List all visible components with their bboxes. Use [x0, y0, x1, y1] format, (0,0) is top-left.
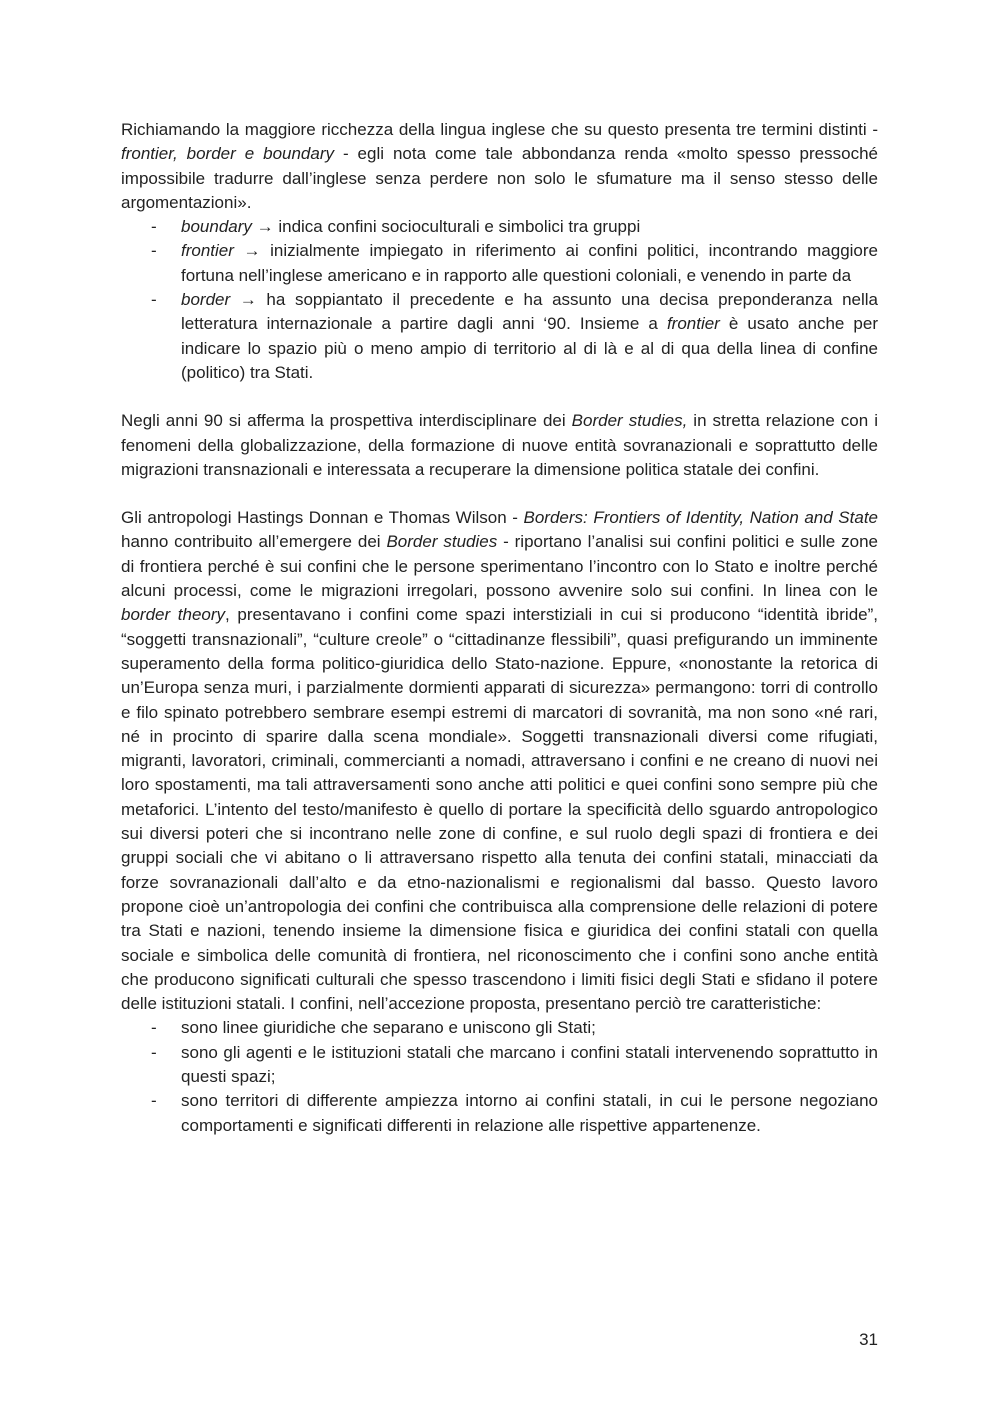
- paragraph-spacer: [121, 482, 878, 506]
- list-dash: -: [151, 290, 157, 310]
- text-run: , presentavano i confini come spazi interstiziali in cui si producono “identità ibride”, “soggetti transnazionali”, “culture creole” o “cittadinanze flessibili”, quasi prefigurando un imminente superamento della forma politico-giuridica dello Stato-nazione. Eppure, «nonostante la retorica di un’Europa senza muri, i parzialmente dormienti apparati di sicurezza» permangono: torri di controllo e filo spinato potrebbero sembrare esempi estremi di marcatori di sovranità, ma non sono «né rari, né in procinto di sparire dalla scena mondiale». Soggetti transnazionali diversi come rifugiati, migranti, lavoratori, criminali, commercianti a nomadi, attraversano i confini e ne creano di nuovi nei loro spostamenti, ma tali attraversamenti sono anche atti politici e quei confini sono sempre più che metaforici. L’intento del testo/manifesto è quello di portare la specificità dello sguardo antropologico sui diversi poteri che si incontrano nelle zone di confine, e sul ruolo degli spazi di frontiera e dei gruppi sociali che vi abitano o li attraversano rispetto alla tenuta dei confini statali, minacciati da forze sovranazionali dall’alto e da etno-nazionalismi e regionalismi dal basso. Questo lavoro propone cioè un’antropologia dei confini che contribuisca alla comprensione delle relazioni di potere tra Stati e nazioni, tenendo insieme la dimensione fisica e giuridica dei confini statali con quella sociale e simbolica delle comunità di frontiera, nel riconoscimento che i confini sono anche entità che producono significati culturali che spesso trascendono i limiti fisici degli Stati e sfidano il potere delle istituzioni statali. I confini, nell’accezione proposta, presentano perciò tre caratteristiche:: [121, 605, 878, 1014]
- list-item-characteristic: [121, 1041, 878, 1090]
- text-run: è usato anche per indicare lo spazio più o meno ampio di territorio al di là e al di qua della linea di confine (politico) tra Stati.: [181, 314, 878, 382]
- text-run: in stretta relazione con i fenomeni della globalizzazione, della formazione di nuove entità sovranazionali e soprattutto delle migrazioni transnazionali e interessata a recuperare la dimensione politica statale dei confini.: [121, 411, 878, 479]
- list-dash: -: [151, 241, 157, 261]
- paragraph-terms-intro: [121, 118, 878, 215]
- paragraph-donnan-wilson: [121, 506, 878, 1016]
- italic-run: Border studies: [386, 532, 498, 552]
- paragraph-border-studies: [121, 409, 878, 482]
- characteristics-list: [121, 1016, 878, 1137]
- text-run: - egli nota come tale abbondanza renda «molto spesso pressoché impossibile tradurre dall’inglese senza perdere non solo le sfumature ma il senso stesso delle argomentazioni».: [121, 144, 878, 212]
- italic-run: frontier: [666, 314, 720, 334]
- list-dash: -: [151, 1042, 157, 1062]
- text-run: → indica confini socioculturali e simbolici tra gruppi: [251, 217, 641, 237]
- text-run: - riportano l’analisi sui confini politici e sulle zone di frontiera perché è sui confini che le persone sperimentano l’incontro con lo Stato e inoltre perché alcuni processi, come le migrazioni irregolari, possono avvenire solo sui confini. In linea con le: [121, 532, 879, 601]
- text-run: → inizialmente impiegato in riferimento ai confini politici, incontrando maggiore fortuna nell’inglese americano e in rapporto alle questioni coloniali, e venendo in parte da: [181, 241, 878, 285]
- page-number: 31: [859, 1330, 878, 1349]
- italic-run: border theory: [121, 605, 226, 625]
- list-dash: -: [151, 1018, 157, 1038]
- terms-list: [121, 215, 878, 385]
- text-run: sono gli agenti e le istituzioni statali che marcano i confini statali intervenendo soprattutto in questi spazi;: [181, 1042, 878, 1086]
- italic-run: Borders: Frontiers of Identity, Nation and State: [523, 508, 878, 528]
- page-content: [121, 118, 878, 1138]
- text-run: sono territori di differente ampiezza intorno ai confini statali, in cui le persone negoziano comportamenti e significati differenti in relazione alle rispettive appartenenze.: [181, 1091, 878, 1135]
- paragraph-spacer: [121, 385, 878, 409]
- list-item-boundary: [121, 215, 878, 239]
- italic-run: boundary: [181, 217, 252, 237]
- text-run: Richiamando la maggiore ricchezza della lingua inglese che su questo presenta tre termini distinti -: [121, 120, 878, 139]
- text-run: → ha soppiantato il precedente e ha assunto una decisa preponderanza nella letteratura internazionale a partire dagli anni ‘90. Insieme a: [181, 290, 878, 334]
- list-item-characteristic: [121, 1089, 878, 1138]
- text-run: Negli anni 90 si afferma la prospettiva interdisciplinare dei: [121, 411, 572, 431]
- list-item-frontier: [121, 239, 878, 288]
- italic-run: Border studies,: [571, 411, 688, 431]
- list-item-border: [121, 288, 878, 385]
- list-dash: -: [151, 1091, 157, 1111]
- text-run: Gli antropologi Hastings Donnan e Thomas Wilson -: [121, 508, 524, 528]
- text-run: sono linee giuridiche che separano e uniscono gli Stati;: [181, 1018, 596, 1038]
- text-run: hanno contribuito all’emergere dei: [121, 532, 387, 552]
- list-dash: -: [151, 217, 157, 237]
- italic-run: frontier, border e boundary: [121, 144, 334, 164]
- italic-run: frontier: [181, 241, 234, 261]
- italic-run: border: [181, 290, 231, 310]
- list-item-characteristic: [121, 1016, 878, 1040]
